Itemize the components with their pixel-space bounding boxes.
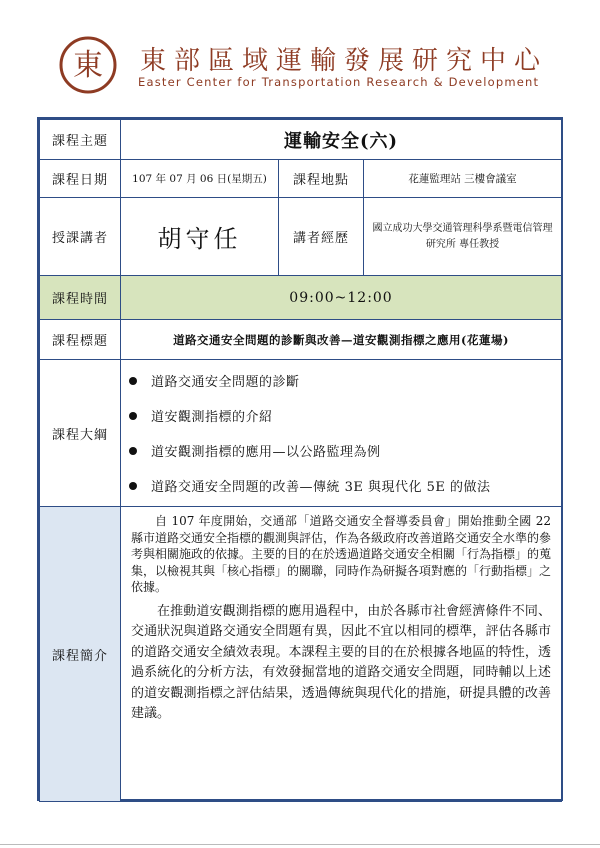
time-value: 09:00~12:00 — [121, 276, 562, 320]
experience-label: 講者經歷 — [279, 198, 364, 276]
row-time — [40, 276, 562, 320]
outline-label: 課程大綱 — [40, 360, 121, 507]
page-bottom-divider — [0, 844, 600, 845]
list-item: 道安觀測指標的應用—以公路監理為例 — [129, 433, 561, 468]
row-topic — [40, 120, 562, 160]
intro-label: 課程簡介 — [40, 507, 121, 802]
logo-char: 東 — [73, 48, 103, 83]
time-label: 課程時間 — [40, 276, 121, 320]
outline-content — [121, 360, 562, 507]
date-label: 課程日期 — [40, 160, 121, 198]
org-name-en: Easter Center for Transportation Research & Development — [138, 75, 540, 89]
topic-label: 課程主題 — [40, 120, 121, 160]
list-item: 道安觀測指標的介紹 — [129, 398, 561, 433]
date-value: 107 年 07 月 06 日(星期五) — [121, 160, 279, 198]
outline-list — [121, 363, 561, 503]
location-label: 課程地點 — [279, 160, 364, 198]
bullet-icon — [129, 482, 137, 490]
list-item: 道路交通安全問題的診斷 — [129, 363, 561, 398]
row-date — [40, 160, 562, 198]
experience-value: 國立成功大學交通管理科學系暨電信管理研究所 專任教授 — [364, 198, 562, 276]
course-info-table — [39, 119, 562, 802]
row-outline — [40, 360, 562, 507]
topic-value: 運輸安全(六) — [121, 120, 562, 160]
speaker-name: 胡守任 — [121, 198, 279, 276]
row-intro — [40, 507, 562, 802]
intro-paragraph-2: 在推動道安觀測指標的應用過程中，由於各縣市社會經濟條件不同、交通狀況與道路交通安全問題有異，因此不宜以相同的標準，評估各縣市的道路交通安全績效表現。本課程主要的目的在於根據各地區的特性，透過系統化的分析方法，有效發掘當地的道路交通安全問題，同時輔以上述的道安觀測指標之評估結果，透過傳統與現代化的措施，研提具體的改善建議。 — [131, 603, 552, 721]
bullet-icon — [129, 377, 137, 385]
bullet-icon — [129, 447, 137, 455]
org-name-zh: 東部區域運輸發展研究中心 — [140, 46, 549, 76]
row-speaker — [40, 198, 562, 276]
row-subtitle — [40, 320, 562, 360]
list-item: 道路交通安全問題的改善—傳統 3E 與現代化 5E 的做法 — [129, 468, 561, 503]
speaker-label: 授課講者 — [40, 198, 121, 276]
east-center-logo-icon — [58, 35, 118, 95]
intro-content — [121, 507, 562, 802]
location-value: 花蓮監理站 三樓會議室 — [364, 160, 562, 198]
subtitle-label: 課程標題 — [40, 320, 121, 360]
subtitle-value: 道路交通安全問題的診斷與改善—道安觀測指標之應用(花蓮場) — [121, 320, 562, 360]
bullet-icon — [129, 412, 137, 420]
page-header — [0, 0, 600, 110]
intro-paragraph-1: 自 107 年度開始，交通部「道路交通安全督導委員會」開始推動全國 22 縣市道路交通安全指標的觀測與評估，作為各級政府改善道路交通安全水準的參考與相關施政的依據。主要的目的在於透過道路交通安全相關「行為指標」的蒐集，以檢視其與「核心指標」的關聯，同時作為研擬各項對應的「行動指標」之依據。 — [131, 514, 552, 594]
